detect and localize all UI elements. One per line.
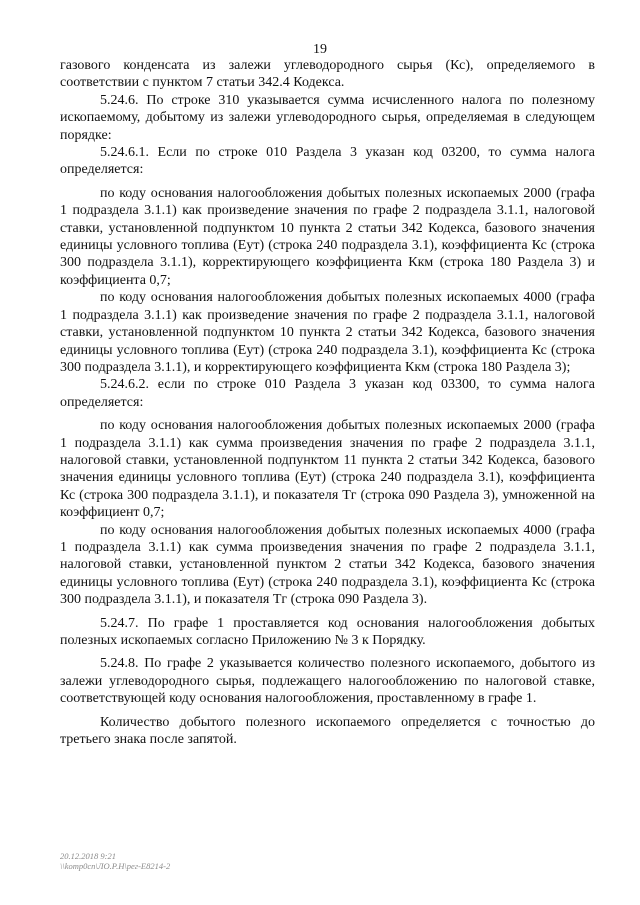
document-body (60, 57, 595, 748)
paragraph-code-4000-b: по коду основания налогообложения добытых полезных ископаемых 4000 (графа 1 подраздела 3.1.1) как сумма произведения значения по графе 2 подраздела 3.1.1, налоговой ставки, установленной пунктом 2 статьи 342 Кодекса, базового значения единицы условного топлива (Еут) (строка 240 подраздела 3.1), коэффициента Кс (строка 300 подраздела 3.1.1), и показателя Тг (строка 090 Раздела 3). (60, 522, 595, 608)
paragraph-5-24-7: 5.24.7. По графе 1 проставляется код основания налогообложения добытых полезных ископаемых согласно Приложению № 3 к Порядку. (60, 615, 595, 648)
paragraph-5-24-6-1: 5.24.6.1. Если по строке 010 Раздела 3 указан код 03200, то сумма налога определяется: (60, 145, 595, 178)
paragraph-code-2000-a: по коду основания налогообложения добытых полезных ископаемых 2000 (графа 1 подраздела 3.1.1) как произведение значения по графе 2 подраздела 3.1.1, налоговой ставки, установленной подпунктом 10 пункта 2 статьи 342 Кодекса, базового значения единицы условного топлива (Еут) (строка 240 подраздела 3.1), коэффициента Кс (строка 300 подраздела 3.1.1), корректирующего коэффициента Ккм (строка 180 Раздела 3) и коэффициента 0,7; (60, 185, 595, 288)
paragraph-code-4000-a: по коду основания налогообложения добытых полезных ископаемых 4000 (графа 1 подраздела 3.1.1) как произведение значения по графе 2 подраздела 3.1.1, налоговой ставки, установленной подпунктом 10 пункта 2 статьи 342 Кодекса, базового значения единицы условного топлива (Еут) (строка 240 подраздела 3.1), коэффициента Кс (строка 300 подраздела 3.1.1), и корректирующего коэффициента Ккм (строка 180 Раздела 3); (60, 290, 595, 375)
paragraph-5-24-6: 5.24.6. По строке 310 указывается сумма исчисленного налога по полезному ископаемому, добытому из залежи углеводородного сырья, определяемая в следующем порядке: (60, 92, 595, 143)
paragraph-5-24-8: 5.24.8. По графе 2 указывается количество полезного ископаемого, добытого из залежи углеводородного сырья, подлежащего налогообложению по налоговой ставке, соответствующей коду основания налогообложения, проставленному в графе 1. (60, 656, 595, 707)
paragraph-precision: Количество добытого полезного ископаемого определяется с точностью до третьего знака после запятой. (60, 714, 595, 748)
print-timestamp: 20.12.2018 9:21 (60, 851, 116, 861)
page-number: 19 (313, 42, 327, 57)
paragraph-continuation: газового конденсата из залежи углеводородного сырья (Кс), определяемого в соответствии с пунктом 7 статьи 342.4 Кодекса. (60, 58, 595, 91)
file-path: \\komp0cn\ЛО.Р.Н\рег-Е8214-2 (60, 861, 171, 871)
paragraph-code-2000-b: по коду основания налогообложения добытых полезных ископаемых 2000 (графа 1 подраздела 3.1.1) как сумма произведения значения по графе 2 подраздела 3.1.1, налоговой ставки, установленной подпунктом 11 пункта 2 статьи 342 Кодекса, базового значения единицы условного топлива (Еут) (строка 240 подраздела 3.1), коэффициента Кс (строка 300 подраздела 3.1.1), и показателя Тг (строка 090 Раздела 3), умноженной на коэффициент 0,7; (60, 418, 595, 521)
print-footer (60, 851, 170, 871)
paragraph-5-24-6-2: 5.24.6.2. если по строке 010 Раздела 3 указан код 03300, то сумма налога определяется: (60, 377, 595, 410)
